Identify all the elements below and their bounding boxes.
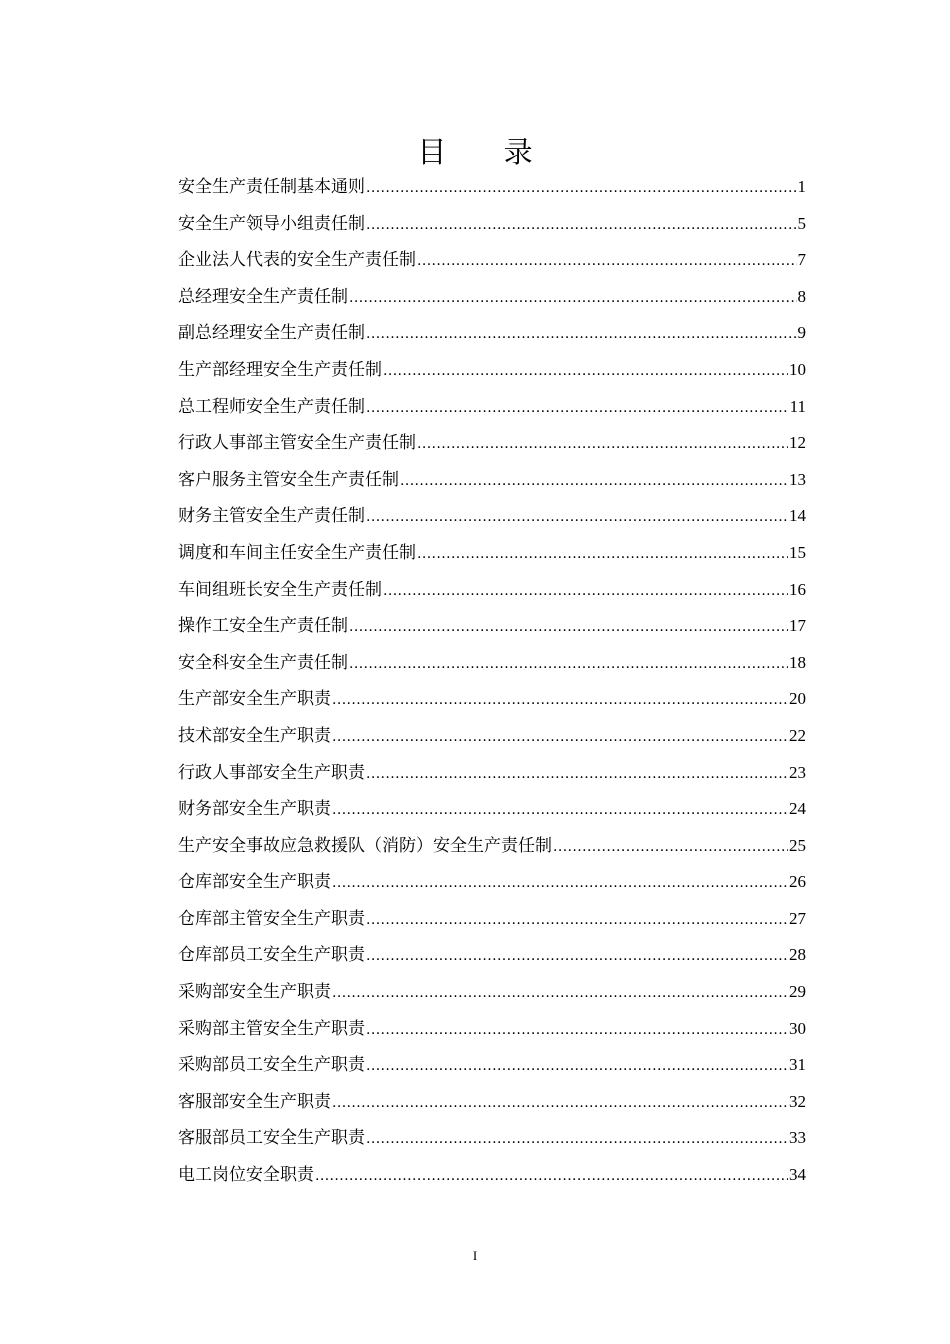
dot-leader: [332, 1085, 788, 1122]
dot-leader: [349, 646, 788, 683]
toc-entry[interactable]: [178, 1157, 806, 1194]
toc-entry-title: 总工程师安全生产责任制: [178, 396, 365, 417]
toc-entry-page-number: 30: [789, 1018, 806, 1038]
toc-entry[interactable]: [178, 1047, 806, 1084]
dot-leader: [366, 170, 797, 207]
toc-entry-title: 采购部安全生产职责: [178, 982, 331, 1003]
toc-entry[interactable]: [178, 755, 806, 792]
toc-entry-page-number: 14: [789, 506, 806, 526]
toc-entry-page-number: 18: [789, 652, 806, 672]
toc-entry-title: 仓库部安全生产职责: [178, 872, 331, 893]
dot-leader: [417, 243, 797, 280]
dot-leader: [366, 938, 788, 975]
toc-entry[interactable]: [178, 681, 806, 718]
toc-entry-title: 企业法人代表的安全生产责任制: [178, 250, 416, 271]
toc-entry-page-number: 33: [789, 1128, 806, 1148]
dot-leader: [349, 609, 788, 646]
dot-leader: [366, 499, 788, 536]
toc-entry-page-number: 25: [789, 835, 806, 855]
toc-entry[interactable]: [178, 425, 806, 462]
toc-entry-page-number: 17: [789, 616, 806, 636]
toc-entry[interactable]: [178, 242, 806, 279]
toc-entry-title: 生产部经理安全生产责任制: [178, 359, 382, 380]
toc-entry-page-number: 34: [789, 1165, 806, 1185]
toc-entry-title: 技术部安全生产职责: [178, 725, 331, 746]
toc-entry[interactable]: [178, 169, 806, 206]
toc-entry[interactable]: [178, 206, 806, 243]
toc-entry-page-number: 31: [789, 1055, 806, 1075]
toc-entry[interactable]: [178, 498, 806, 535]
dot-leader: [332, 975, 788, 1012]
dot-leader: [366, 1012, 788, 1049]
toc-entry-page-number: 20: [789, 689, 806, 709]
toc-entry-page-number: 28: [789, 945, 806, 965]
dot-leader: [349, 280, 797, 317]
toc-entry-title: 调度和车间主任安全生产责任制: [178, 542, 416, 563]
toc-entry-page-number: 23: [789, 762, 806, 782]
toc-entry-title: 生产部安全生产职责: [178, 689, 331, 710]
toc-entry-page-number: 26: [789, 872, 806, 892]
toc-entry[interactable]: [178, 279, 806, 316]
toc-entry[interactable]: [178, 462, 806, 499]
toc-entry-page-number: 13: [789, 469, 806, 489]
toc-entry[interactable]: [178, 1084, 806, 1121]
toc-entry-title: 安全生产领导小组责任制: [178, 213, 365, 234]
toc-entry-title: 财务主管安全生产责任制: [178, 506, 365, 527]
toc-entry-page-number: 16: [789, 579, 806, 599]
dot-leader: [366, 316, 797, 353]
toc-entry-title: 客户服务主管安全生产责任制: [178, 469, 399, 490]
toc-entry-page-number: 1: [797, 177, 806, 196]
toc-heading: 目 录: [417, 135, 557, 169]
toc-entry[interactable]: [178, 645, 806, 682]
toc-entry[interactable]: [178, 937, 806, 974]
toc-entry-title: 车间组班长安全生产责任制: [178, 579, 382, 600]
toc-entry-page-number: 10: [789, 359, 806, 379]
toc-entry[interactable]: [178, 352, 806, 389]
toc-entry-title: 电工岗位安全职责: [178, 1165, 314, 1186]
toc-entry-page-number: 24: [789, 799, 806, 819]
toc-entry[interactable]: [178, 1120, 806, 1157]
toc-entry-title: 采购部员工安全生产职责: [178, 1055, 365, 1076]
toc-entry-page-number: 5: [797, 213, 806, 233]
toc-entry[interactable]: [178, 535, 806, 572]
dot-leader: [332, 865, 788, 902]
dot-leader: [366, 1048, 788, 1085]
toc-entry-page-number: 27: [789, 908, 806, 928]
dot-leader: [383, 573, 788, 610]
dot-leader: [383, 353, 788, 390]
toc-entry-page-number: 9: [797, 323, 806, 343]
dot-leader: [417, 536, 788, 573]
toc-entry-page-number: 15: [789, 542, 806, 562]
toc-entry-title: 副总经理安全生产责任制: [178, 323, 365, 344]
toc-entry-title: 操作工安全生产责任制: [178, 616, 348, 637]
toc-entry-page-number: 32: [789, 1091, 806, 1111]
toc-entry-title: 总经理安全生产责任制: [178, 286, 348, 307]
toc-entry-title: 客服部员工安全生产职责: [178, 1128, 365, 1149]
toc-entry-page-number: 29: [789, 982, 806, 1002]
toc-entry-page-number: 7: [797, 250, 806, 270]
toc-entry-title: 仓库部员工安全生产职责: [178, 945, 365, 966]
toc-entry-title: 采购部主管安全生产职责: [178, 1018, 365, 1039]
toc-entry[interactable]: [178, 828, 806, 865]
toc-entry[interactable]: [178, 1011, 806, 1048]
dot-leader: [315, 1158, 788, 1195]
toc-entry[interactable]: [178, 901, 806, 938]
toc-entry-title: 行政人事部安全生产职责: [178, 762, 365, 783]
toc-entry[interactable]: [178, 389, 806, 426]
toc-entry-title: 行政人事部主管安全生产责任制: [178, 433, 416, 454]
dot-leader: [332, 719, 788, 756]
dot-leader: [366, 207, 797, 244]
dot-leader: [417, 426, 788, 463]
dot-leader: [366, 902, 788, 939]
toc-entry-title: 生产安全事故应急救援队（消防）安全生产责任制: [178, 835, 552, 856]
toc-entry-title: 客服部安全生产职责: [178, 1091, 331, 1112]
page-number: I: [472, 1248, 478, 1263]
toc-entry-page-number: 8: [797, 286, 806, 306]
toc-entry-title: 安全科安全生产责任制: [178, 652, 348, 673]
toc-entry[interactable]: [178, 974, 806, 1011]
dot-leader: [366, 390, 789, 427]
dot-leader: [400, 463, 788, 500]
toc-entry-title: 财务部安全生产职责: [178, 799, 331, 820]
toc-entry-page-number: 11: [789, 396, 806, 416]
toc-entry[interactable]: [178, 791, 806, 828]
toc-entry-title: 仓库部主管安全生产职责: [178, 908, 365, 929]
toc-entry[interactable]: [178, 864, 806, 901]
toc-entry[interactable]: [178, 608, 806, 645]
dot-leader: [366, 1121, 788, 1158]
dot-leader: [332, 682, 788, 719]
table-of-contents: [178, 169, 806, 1194]
dot-leader: [332, 792, 788, 829]
toc-entry[interactable]: [178, 718, 806, 755]
toc-entry-page-number: 12: [789, 433, 806, 453]
toc-entry-page-number: 22: [789, 725, 806, 745]
toc-entry[interactable]: [178, 315, 806, 352]
dot-leader: [366, 756, 788, 793]
dot-leader: [553, 829, 788, 866]
toc-entry-title: 安全生产责任制基本通则: [178, 177, 365, 197]
toc-entry[interactable]: [178, 572, 806, 609]
